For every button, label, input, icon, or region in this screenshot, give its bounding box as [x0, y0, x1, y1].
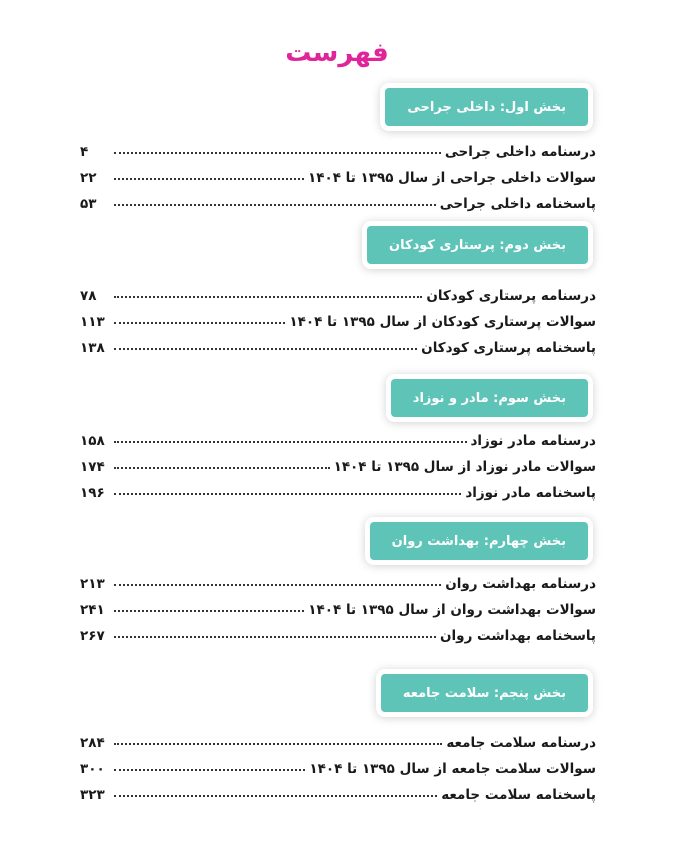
dot-leader [114, 322, 285, 324]
toc-entry[interactable] [80, 280, 596, 304]
page-number: ۲۱۳ [80, 576, 105, 592]
page-number: ۲۶۷ [80, 628, 105, 644]
page-number: ۱۳۸ [80, 340, 105, 356]
dot-leader [114, 441, 467, 443]
page-number: ۳۲۳ [80, 787, 105, 803]
dot-leader [114, 204, 436, 206]
entry-label: درسنامه پرستاری کودکان [426, 288, 596, 304]
dot-leader [114, 296, 422, 298]
dot-leader [114, 769, 305, 771]
toc-entry[interactable] [80, 162, 596, 186]
toc-entry[interactable] [80, 779, 596, 803]
entry-label: سوالات سلامت جامعه از سال ۱۳۹۵ تا ۱۴۰۴ [309, 761, 596, 777]
toc-entry[interactable] [80, 727, 596, 751]
dot-leader [114, 152, 441, 154]
toc-entry[interactable] [80, 477, 596, 501]
entry-label: سوالات مادر نوزاد از سال ۱۳۹۵ تا ۱۴۰۴ [333, 459, 596, 475]
section-heading: بخش دوم: پرستاری کودکان [367, 226, 588, 264]
dot-leader [114, 178, 304, 180]
entry-label: درسنامه بهداشت روان [445, 576, 596, 592]
page-number: ۱۵۸ [80, 433, 105, 449]
dot-leader [114, 636, 436, 638]
dot-leader [114, 493, 461, 495]
entry-label: پاسخنامه مادر نوزاد [465, 485, 596, 501]
entry-label: پاسخنامه داخلی جراحی [439, 196, 596, 212]
entry-label: پاسخنامه پرستاری کودکان [421, 340, 596, 356]
entry-label: سوالات بهداشت روان از سال ۱۳۹۵ تا ۱۴۰۴ [308, 602, 596, 618]
section-heading: بخش پنجم: سلامت جامعه [381, 674, 588, 712]
entry-label: سوالات داخلی جراحی از سال ۱۳۹۵ تا ۱۴۰۴ [307, 170, 596, 186]
toc-entry[interactable] [80, 136, 596, 160]
section-heading: بخش سوم: مادر و نوزاد [391, 379, 588, 417]
page-number: ۲۴۱ [80, 602, 105, 618]
page-number: ۴ [80, 144, 89, 160]
section-heading: بخش اول: داخلی جراحی [385, 88, 588, 126]
toc-entry[interactable] [80, 451, 596, 475]
entry-label: پاسخنامه بهداشت روان [440, 628, 596, 644]
page-title: فهرست [285, 38, 389, 68]
section-heading: بخش چهارم: بهداشت روان [370, 522, 588, 560]
dot-leader [114, 348, 417, 350]
page-number: ۵۳ [80, 196, 97, 212]
entry-label: درسنامه داخلی جراحی [444, 144, 596, 160]
dot-leader [114, 467, 330, 469]
toc-entry[interactable] [80, 306, 596, 330]
dot-leader [114, 795, 437, 797]
entry-label: پاسخنامه سلامت جامعه [441, 787, 596, 803]
page-number: ۲۸۴ [80, 735, 105, 751]
toc-entry[interactable] [80, 620, 596, 644]
toc-entry[interactable] [80, 568, 596, 592]
toc-entry[interactable] [80, 188, 596, 212]
entry-label: سوالات پرستاری کودکان از سال ۱۳۹۵ تا ۱۴۰۴ [289, 314, 596, 330]
page-number: ۷۸ [80, 288, 97, 304]
page-number: ۱۷۴ [80, 459, 105, 475]
entry-label: درسنامه مادر نوزاد [470, 433, 596, 449]
toc-entry[interactable] [80, 753, 596, 777]
toc-entry[interactable] [80, 594, 596, 618]
page-number: ۳۰۰ [80, 761, 105, 777]
page-number: ۲۲ [80, 170, 97, 186]
dot-leader [114, 584, 441, 586]
page-number: ۱۹۶ [80, 485, 105, 501]
page-number: ۱۱۳ [80, 314, 105, 330]
entry-label: درسنامه سلامت جامعه [446, 735, 596, 751]
dot-leader [114, 743, 442, 745]
toc-entry[interactable] [80, 425, 596, 449]
toc-entry[interactable] [80, 332, 596, 356]
dot-leader [114, 610, 304, 612]
